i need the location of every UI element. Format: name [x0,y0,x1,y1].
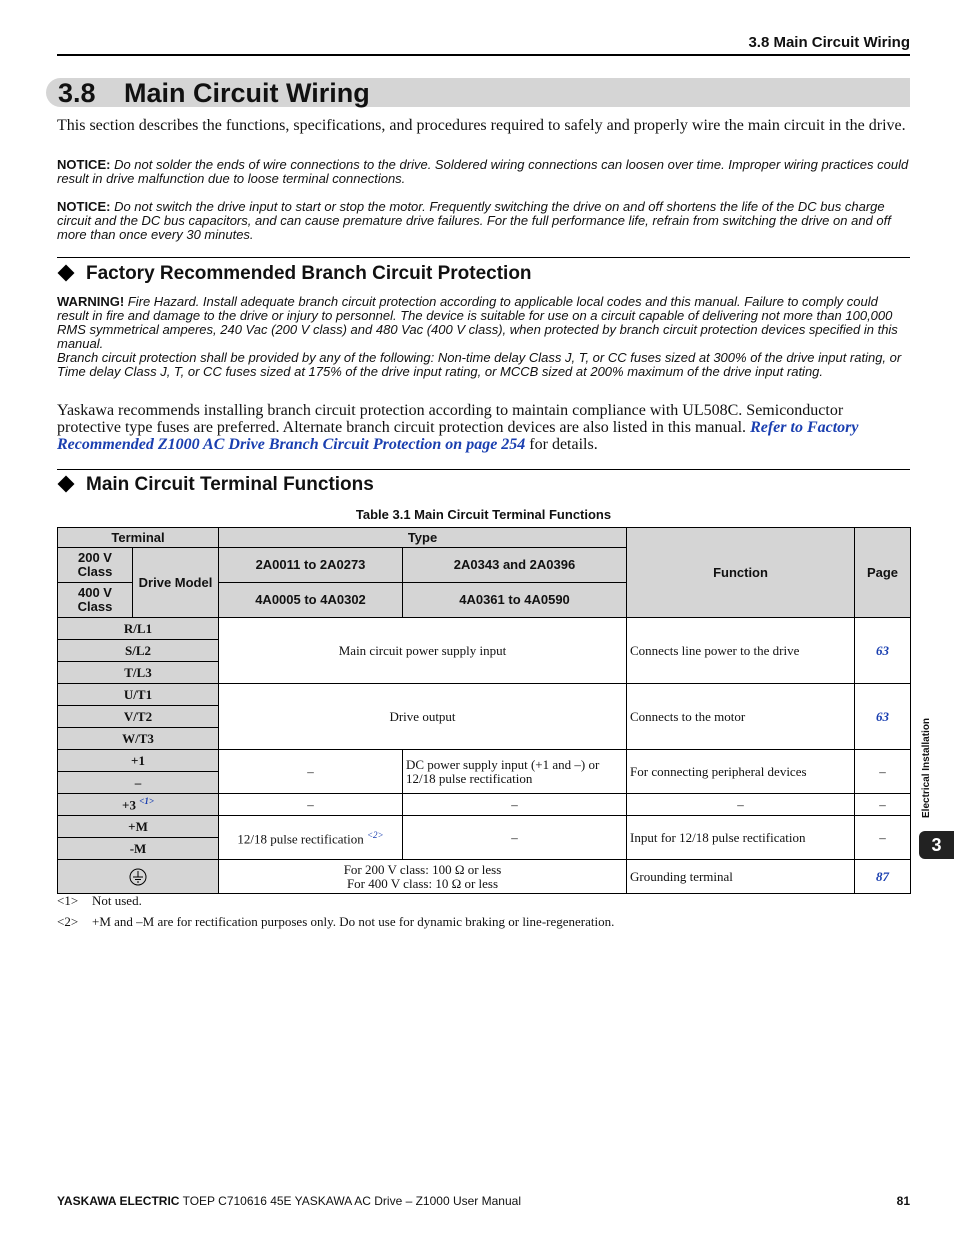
branch-protection-xref-link[interactable]: Refer to Factory Recommended Z1000 AC Drive Branch Circuit Protection on page 254 [57,419,859,453]
terminal-label-ground [58,860,219,894]
notice-text: Do not switch the drive input to start or stop the motor. Frequently switching the drive on and off shortens the life of the DC bus charge circuit and the DC bus capacitors, and can cause premature drive failures. For the full performance life, refrain from switching the drive on and off more than once every 30 minutes. [57,199,891,242]
diamond-bullet-icon [58,475,75,492]
header-drive-model: Drive Model [133,548,219,618]
function-cell: Input for 12/18 pulse rectification [627,816,855,860]
header-page: Page [855,528,911,618]
type-cell: Main circuit power supply input [219,618,627,684]
notice-2 [57,200,910,242]
subhead-rule [57,469,910,470]
footnote-1 [57,893,142,909]
notice-label: NOTICE: [57,157,111,172]
terminal-label: V/T2 [58,706,219,728]
type-cell-line: For 200 V class: 100 Ω or less [343,861,502,877]
header-model-2a-high: 2A0343 and 2A0396 [403,548,627,583]
function-cell: Grounding terminal [627,860,855,894]
type-cell: DC power supply input (+1 and –) or 12/18 pulse rectification [403,750,627,794]
header-terminal: Terminal [58,528,219,548]
terminal-functions-table [57,527,911,894]
table-caption: Table 3.1 Main Circuit Terminal Functions [355,507,612,522]
type-cell: – [219,750,403,794]
terminal-label: W/T3 [58,728,219,750]
type-cell: – [403,816,627,860]
terminal-label: +M [58,816,219,838]
terminal-functions-heading [57,474,374,496]
section-title-text: Main Circuit Wiring [124,78,370,108]
function-cell: – [627,794,855,816]
terminal-label: R/L1 [58,618,219,640]
header-400v-class: 400 V Class [58,583,133,618]
type-cell [219,860,627,894]
header-model-4a-high: 4A0361 to 4A0590 [403,583,627,618]
terminal-label: U/T1 [58,684,219,706]
subhead-rule [57,257,910,258]
header-200v-class: 200 V Class [58,548,133,583]
page-footer [57,1194,910,1208]
footnote-text: Not used. [92,893,142,908]
footer-brand: YASKAWA ELECTRIC [57,1194,180,1208]
type-cell: – [403,794,627,816]
chapter-tab[interactable]: 3 [919,831,954,859]
page-number: 81 [896,1194,910,1208]
ground-icon [129,868,147,886]
branch-paragraph-text: Yaskawa recommends installing branch circuit protection according to maintain compliance with UL508C. Semiconductor protective type fuses are preferred. Alternate branch circuit protection devices are also listed in this manual. [57,402,844,436]
header-function: Function [627,528,855,618]
warning-label: WARNING! [57,294,125,309]
side-tab-label: Electrical Installation [921,717,932,818]
terminal-label: +1 [58,750,219,772]
warning-text-2: Branch circuit protection shall be provided by any of the following: Non-time delay Class J, T, or CC fuses sized at 300% of the drive input rating, or Time delay Class J, T, or CC fuses sized at 175% of the drive input rating, or MCCB sized at 200% maximum of the drive input rating. [57,350,902,379]
branch-paragraph-tail: for details. [529,436,598,453]
footnote-ref-link[interactable]: <1> [139,795,154,806]
notice-label: NOTICE: [57,199,111,214]
branch-protection-heading [57,263,532,285]
type-cell: – [219,794,403,816]
section-title [58,77,370,109]
type-cell-line: For 400 V class: 10 Ω or less [346,875,499,891]
header-rule [57,54,910,56]
footnote-tag: <2> [57,914,79,929]
terminal-label-text: +3 [122,797,136,813]
terminal-label: T/L3 [58,662,219,684]
warning-text: Fire Hazard. Install adequate branch circuit protection according to applicable local codes and this manual. Failure to comply could result in fire and damage to the drive or injury to personnel. The device is suitable for use on a circuit capable of delivering not more than 100,000 RMS symmetrical amperes, 240 Vac (200 V class) and 480 Vac (400 V class), when protected by branch circuit protection devices specified in this manual. [57,294,898,351]
type-cell-text: 12/18 pulse rectification [237,831,364,847]
footnote-text: +M and –M are for rectification purposes only. Do not use for dynamic braking or line-regeneration. [92,914,615,929]
header-type: Type [219,528,627,548]
page-link[interactable]: 63 [855,618,911,684]
running-head: 3.8 Main Circuit Wiring [748,34,910,51]
terminal-heading-text: Main Circuit Terminal Functions [86,474,374,495]
function-cell: Connects line power to the drive [627,618,855,684]
notice-1 [57,158,910,186]
type-cell: Drive output [219,684,627,750]
page-cell: – [855,750,911,794]
header-model-4a-low: 4A0005 to 4A0302 [219,583,403,618]
footer-doc: TOEP C710616 45E YASKAWA AC Drive – Z1000 User Manual [182,1194,521,1208]
section-number: 3.8 [58,78,96,108]
terminal-label: – [58,772,219,794]
page-link[interactable]: 87 [855,860,911,894]
terminal-label-plus3 [58,794,219,816]
warning-block [57,295,910,379]
function-cell: Connects to the motor [627,684,855,750]
page-cell: – [855,794,911,816]
branch-paragraph [57,402,910,453]
footnote-tag: <1> [57,893,79,908]
notice-text: Do not solder the ends of wire connections to the drive. Soldered wiring connections can loosen over time. Improper wiring practices could result in drive malfunction due to loose terminal connections. [57,157,909,186]
intro-paragraph: This section describes the functions, specifications, and procedures required to safely and properly wire the main circuit in the drive. [57,117,906,134]
page-cell: – [855,816,911,860]
terminal-label: S/L2 [58,640,219,662]
branch-heading-text: Factory Recommended Branch Circuit Protection [86,263,532,284]
function-cell: For connecting peripheral devices [627,750,855,794]
type-cell [219,816,403,860]
page-link[interactable]: 63 [855,684,911,750]
footnote-ref-link[interactable]: <2> [366,830,384,841]
footnote-2 [57,914,614,930]
header-model-2a-low: 2A0011 to 2A0273 [219,548,403,583]
diamond-bullet-icon [58,264,75,281]
terminal-label: -M [58,838,219,860]
